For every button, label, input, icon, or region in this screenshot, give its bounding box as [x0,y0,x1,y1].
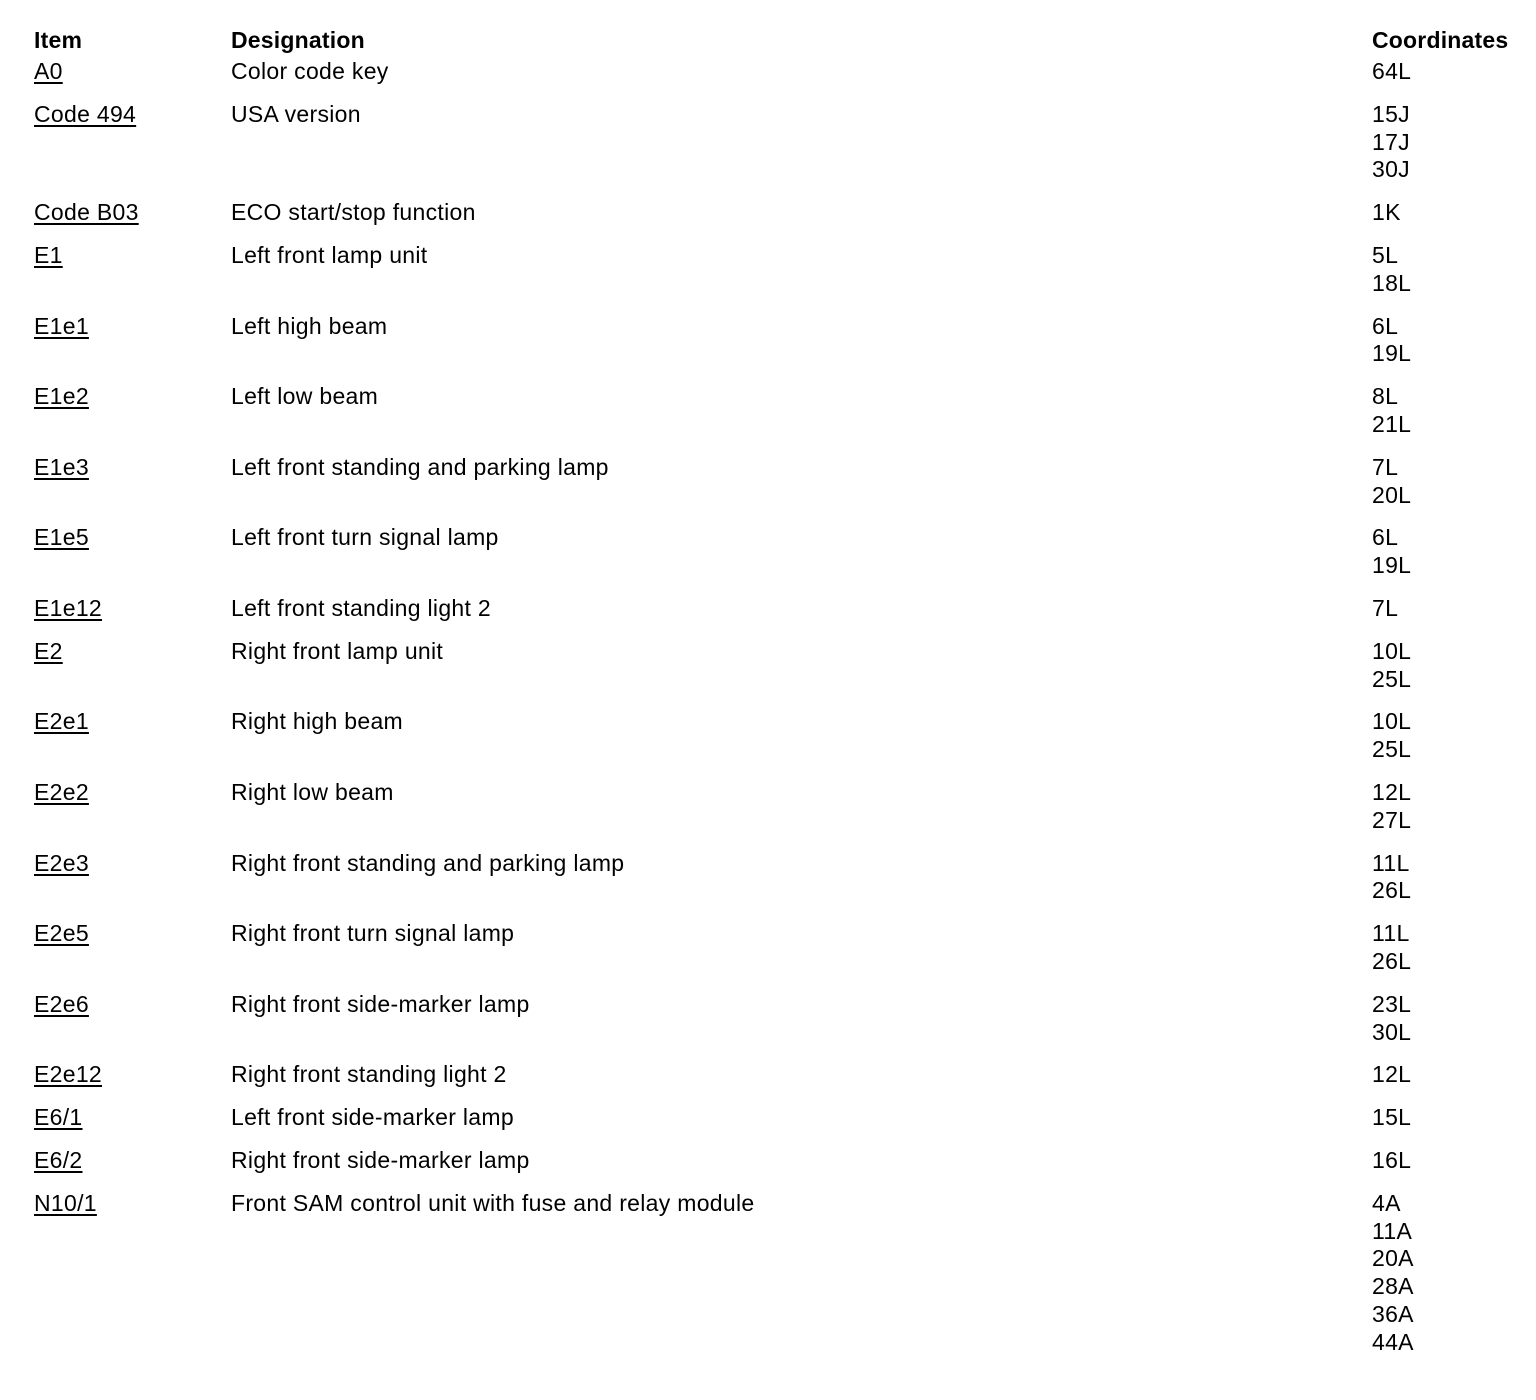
item-link[interactable]: N10/1 [34,1189,97,1216]
designation-cell: Right low beam [231,778,394,805]
designation-cell: Left front standing and parking lamp [231,453,609,480]
item-cell [34,708,231,779]
item-cell [34,1190,231,1372]
table-row [34,242,1534,313]
coordinate-value: 25L [1372,736,1412,763]
coordinate-value: 26L [1372,877,1412,904]
coordinate-value: 27L [1372,806,1412,833]
coordinates-cell [1372,779,1534,850]
coordinate-value: 10L [1372,708,1412,735]
item-link[interactable]: E1e1 [34,312,89,339]
table-row [34,595,1534,638]
coordinate-value: 11L [1372,920,1410,947]
item-link[interactable]: E2e2 [34,778,89,805]
coordinate-value: 11A [1372,1217,1413,1244]
coordinates-cell [1372,242,1534,313]
item-cell [34,638,231,709]
coordinate-value: 1K [1372,199,1401,226]
coordinates-cell [1372,1104,1534,1147]
coordinates-cell [1372,595,1534,638]
coordinate-value: 16L [1372,1146,1412,1173]
item-cell [34,58,231,101]
coordinate-value: 6L [1372,312,1399,339]
coordinate-value: 15L [1372,1104,1412,1131]
designation-cell: Color code key [231,58,389,84]
designation-cell: Right front turn signal lamp [231,920,515,947]
table-row [34,708,1534,779]
coordinate-value: 23L [1372,990,1412,1017]
item-link[interactable]: E1e5 [34,524,89,551]
coordinate-value: 18L [1372,269,1412,296]
coordinates-cell [1372,454,1534,525]
designation-cell: Right front side-marker lamp [231,990,530,1017]
designation-cell: Left low beam [231,383,379,410]
coordinates-cell [1372,1190,1534,1372]
table-row [34,920,1534,991]
item-link[interactable]: E2e3 [34,849,89,876]
item-cell [34,199,231,242]
item-cell [34,1104,231,1147]
item-link[interactable]: E2e5 [34,920,89,947]
coordinate-value: 6L [1372,524,1399,551]
coordinate-value: 8L [1372,383,1399,410]
designation-cell: Right front standing light 2 [231,1061,507,1088]
coordinate-value: 26L [1372,947,1412,974]
coordinate-value: 10L [1372,637,1412,664]
header-item: Item [34,27,83,53]
coordinate-value: 12L [1372,778,1412,805]
coordinates-cell [1372,850,1534,921]
designation-cell: Right front side-marker lamp [231,1146,530,1173]
designation-cell: Right high beam [231,708,403,735]
coordinates-cell [1372,920,1534,991]
coordinate-value: 25L [1372,665,1412,692]
designation-cell: Right front standing and parking lamp [231,849,625,876]
coordinates-cell [1372,101,1534,199]
table-row [34,1147,1534,1190]
coordinates-cell [1372,524,1534,595]
item-cell [34,242,231,313]
item-cell [34,595,231,638]
item-cell [34,313,231,384]
coordinate-value: 5L [1372,241,1399,268]
item-cell [34,454,231,525]
item-cell [34,991,231,1062]
table-row [34,524,1534,595]
item-cell [34,1061,231,1104]
designation-cell: Left high beam [231,312,388,339]
coordinates-cell [1372,991,1534,1062]
table-row [34,58,1534,101]
table-row [34,1104,1534,1147]
table-row [34,383,1534,454]
table-row [34,101,1534,199]
item-link[interactable]: E6/2 [34,1146,83,1173]
coordinate-value: 19L [1372,552,1412,579]
item-link[interactable]: E2e6 [34,990,89,1017]
item-link[interactable]: E2 [34,637,63,664]
item-cell [34,383,231,454]
coordinate-value: 28A [1372,1273,1414,1300]
item-cell [34,524,231,595]
designation-cell: Front SAM control unit with fuse and relay module [231,1189,755,1216]
item-link[interactable]: A0 [34,58,63,84]
designation-cell: Right front lamp unit [231,637,444,664]
table-row [34,991,1534,1062]
item-link[interactable]: E1 [34,241,63,268]
designation-cell: ECO start/stop function [231,199,476,226]
designation-cell: Left front turn signal lamp [231,524,499,551]
designation-cell: USA version [231,100,361,127]
coordinate-value: 21L [1372,410,1412,437]
coordinate-value: 20L [1372,481,1412,508]
coordinates-cell [1372,199,1534,242]
coordinates-cell [1372,58,1534,101]
table-row [34,850,1534,921]
table-header-row [34,24,1534,58]
header-coordinates: Coordinates [1372,27,1509,53]
item-cell [34,1147,231,1190]
item-link[interactable]: Code 494 [34,100,137,127]
component-legend-table [34,24,1534,1371]
item-link[interactable]: E2e12 [34,1061,103,1088]
table-row [34,779,1534,850]
coordinates-cell [1372,708,1534,779]
coordinate-value: 7L [1372,453,1399,480]
item-link[interactable]: E6/1 [34,1104,83,1131]
coordinate-value: 7L [1372,594,1399,621]
table-body [34,58,1534,1371]
item-link[interactable]: E1e3 [34,453,89,480]
item-link[interactable]: E1e2 [34,383,89,410]
coordinate-value: 12L [1372,1061,1412,1088]
coordinate-value: 19L [1372,340,1412,367]
coordinate-value: 44A [1372,1328,1414,1355]
coordinates-cell [1372,1147,1534,1190]
coordinate-value: 4A [1372,1189,1401,1216]
designation-cell: Left front standing light 2 [231,594,491,621]
table-row [34,638,1534,709]
table-row [34,454,1534,525]
item-link[interactable]: E2e1 [34,708,89,735]
item-link[interactable]: Code B03 [34,199,139,226]
coordinate-value: 20A [1372,1245,1414,1272]
item-cell [34,850,231,921]
table-row [34,313,1534,384]
designation-cell: Left front side-marker lamp [231,1104,514,1131]
coordinates-cell [1372,1061,1534,1104]
coordinates-cell [1372,383,1534,454]
table-row [34,1061,1534,1104]
coordinates-cell [1372,638,1534,709]
item-cell [34,920,231,991]
coordinates-cell [1372,313,1534,384]
item-link[interactable]: E1e12 [34,594,103,621]
table-row [34,1190,1534,1372]
header-designation: Designation [231,27,365,53]
coordinate-value: 11L [1372,849,1410,876]
item-cell [34,101,231,199]
coordinate-value: 30J [1372,156,1410,183]
table-row [34,199,1534,242]
coordinate-value: 64L [1372,58,1412,84]
item-cell [34,779,231,850]
designation-cell: Left front lamp unit [231,241,428,268]
coordinate-value: 15J [1372,100,1410,127]
coordinate-value: 30L [1372,1018,1412,1045]
coordinate-value: 36A [1372,1300,1414,1327]
coordinate-value: 17J [1372,128,1410,155]
